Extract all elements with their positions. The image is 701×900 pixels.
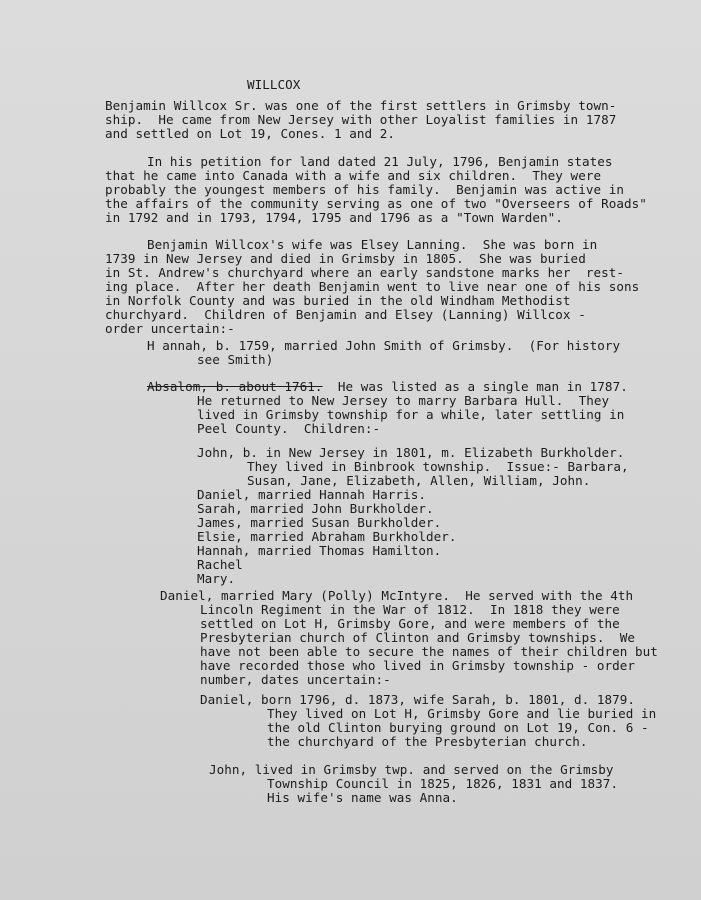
text-line: churchyard. Children of Benjamin and Elsey (Lanning) Willcox - <box>105 307 586 322</box>
text-line: in Norfolk County and was buried in the old Windham Methodist <box>105 293 571 308</box>
text-line: have recorded those who lived in Grimsby township - order <box>200 658 636 673</box>
text-line: lived in Grimsby township for a while, later settling in <box>197 407 625 422</box>
text-line: the churchyard of the Presbyterian church. <box>267 734 588 749</box>
text-line: Lincoln Regiment in the War of 1812. In 1818 they were <box>200 602 620 617</box>
text-line: Daniel, born 1796, d. 1873, wife Sarah, b. 1801, d. 1879. <box>200 692 636 707</box>
text-line: Benjamin Willcox's wife was Elsey Lanning. She was born in <box>147 237 598 252</box>
text-line: His wife's name was Anna. <box>267 790 458 805</box>
text-line: Elsie, married Abraham Burkholder. <box>197 529 457 544</box>
text-line: ing place. After her death Benjamin went to live near one of his sons <box>105 279 640 294</box>
text-line: Rachel <box>197 557 243 572</box>
text-line: in 1792 and in 1793, 1794, 1795 and 1796 as a "Town Warden". <box>105 210 563 225</box>
text-segment: He was listed as a single man in 1787. <box>337 379 628 394</box>
text-line: He returned to New Jersey to marry Barbara Hull. They <box>197 393 610 408</box>
text-line: the old Clinton burying ground on Lot 19, Con. 6 - <box>267 720 649 735</box>
text-line: They lived on Lot H, Grimsby Gore and lie buried in <box>267 706 657 721</box>
text-line <box>147 380 628 394</box>
text-line: Hannah, married Thomas Hamilton. <box>197 543 442 558</box>
text-line: settled on Lot H, Grimsby Gore, and were members of the <box>200 616 620 631</box>
text-line: They lived in Binbrook township. Issue:- Barbara, <box>247 459 629 474</box>
text-line: Benjamin Willcox Sr. was one of the first settlers in Grimsby town- <box>105 98 617 113</box>
text-line: H annah, b. 1759, married John Smith of Grimsby. (For history <box>147 338 621 353</box>
text-line: the affairs of the community serving as one of two "Overseers of Roads" <box>105 196 647 211</box>
text-line: Daniel, married Hannah Harris. <box>197 487 426 502</box>
struck-text: Absalom, b. about 1761. <box>147 379 323 394</box>
text-line: Presbyterian church of Clinton and Grimsby townships. We <box>200 630 636 645</box>
text-line: have not been able to secure the names of their children but <box>200 644 658 659</box>
document-title: WILLCOX <box>247 77 301 92</box>
text-line: Daniel, married Mary (Polly) McIntyre. He served with the 4th <box>160 588 634 603</box>
text-line: Susan, Jane, Elizabeth, Allen, William, John. <box>247 473 591 488</box>
text-line: probably the youngest members of his family. Benjamin was active in <box>105 182 624 197</box>
text-line: in St. Andrew's churchyard where an early sandstone marks her rest- <box>105 265 624 280</box>
text-line: and settled on Lot 19, Cones. 1 and 2. <box>105 126 396 141</box>
text-line: Sarah, married John Burkholder. <box>197 501 434 516</box>
text-line: John, b. in New Jersey in 1801, m. Elizabeth Burkholder. <box>197 445 625 460</box>
text-line: In his petition for land dated 21 July, 1796, Benjamin states <box>147 154 613 169</box>
text-line: 1739 in New Jersey and died in Grimsby in 1805. She was buried <box>105 251 586 266</box>
text-line: James, married Susan Burkholder. <box>197 515 442 530</box>
text-line: Township Council in 1825, 1826, 1831 and 1837. <box>267 776 619 791</box>
text-line: Mary. <box>197 571 236 586</box>
text-line: number, dates uncertain:- <box>200 672 391 687</box>
text-line: that he came into Canada with a wife and six children. They were <box>105 168 602 183</box>
text-line: ship. He came from New Jersey with other Loyalist families in 1787 <box>105 112 617 127</box>
text-line: order uncertain:- <box>105 321 235 336</box>
text-line: see Smith) <box>197 352 274 367</box>
text-line: Peel County. Children:- <box>197 421 381 436</box>
text-line: John, lived in Grimsby twp. and served on the Grimsby <box>209 762 614 777</box>
